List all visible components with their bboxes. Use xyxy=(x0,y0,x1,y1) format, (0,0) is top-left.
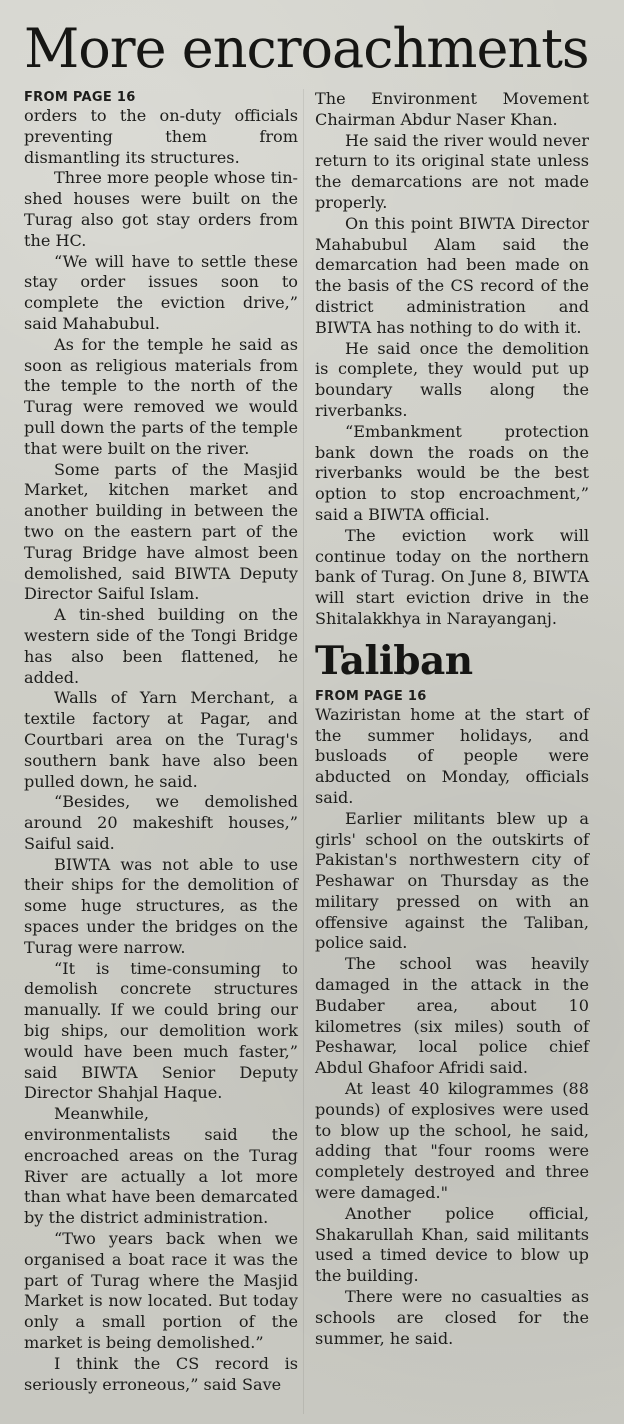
paragraph: The school was heavily damaged in the attack in the Budaber area, about 10 kilometres (six miles) south of Peshawar, local police chief Abdul Ghafoor Afridi said. xyxy=(315,954,589,1078)
right-column xyxy=(315,89,589,1349)
paragraph: Earlier militants blew up a girls' school on the outskirts of Pakistan's northwestern city of Peshawar on Thursday as the military pressed on with an offensive against the Taliban, police said. xyxy=(315,808,589,953)
column-gutter xyxy=(303,89,304,1414)
paragraph: Meanwhile, environmentalists said the encroached areas on the Turag River are actually a lot more than what have been demarcated by the district administration. xyxy=(24,1104,298,1228)
paragraph: As for the temple he said as soon as religious materials from the temple to the north of the Turag were removed we would pull down the parts of the temple that were built on the river. xyxy=(24,334,298,458)
paragraph: The Environment Movement Chairman Abdur Naser Khan. xyxy=(315,89,589,129)
paragraph: “We will have to settle these stay order issues soon to complete the eviction drive,” said Mahabubul. xyxy=(24,251,298,333)
paragraph: “Besides, we demolished around 20 makeshift houses,” Saiful said. xyxy=(24,792,298,853)
paragraph: A tin-shed building on the western side of the Tongi Bridge has also been flattened, he added. xyxy=(24,605,298,687)
paragraph: The eviction work will continue today on the northern bank of Turag. On June 8, BIWTA will start eviction drive in the Shitalakkhya in Narayanganj. xyxy=(315,525,589,628)
paragraph: Waziristan home at the start of the summer holidays, and busloads of people were abducted on Monday, officials said. xyxy=(315,704,589,807)
article-headline: More encroachments xyxy=(24,17,589,80)
paragraph: “It is time-consuming to demolish concrete structures manually. If we could bring our big ships, our demolition work would have been much faster,” said BIWTA Senior Deputy Director Shahjal Haque. xyxy=(24,958,298,1103)
paragraph: Some parts of the Masjid Market, kitchen market and another building in between the two on the eastern part of the Turag Bridge have almost been demolished, said BIWTA Deputy Director Saiful Islam. xyxy=(24,459,298,604)
paragraph: On this point BIWTA Director Mahabubul Alam said the demarcation had been made on the basis of the CS record of the district administration and BIWTA has nothing to do with it. xyxy=(315,213,589,337)
paragraph: Another police official, Shakarullah Khan, said militants used a timed device to blow up the building. xyxy=(315,1203,589,1286)
paragraph: BIWTA was not able to use their ships for the demolition of some huge structures, as the spaces under the bridges on the Turag were narrow. xyxy=(24,854,298,957)
paragraph: orders to the on-duty officials preventing them from dismantling its structures. xyxy=(24,106,298,167)
second-continuation-kicker: FROM PAGE 16 xyxy=(315,688,427,704)
paragraph: There were no casualties as schools are closed for the summer, he said. xyxy=(315,1287,589,1348)
paragraph: “Embankment protection bank down the roads on the riverbanks would be the best option to stop encroachment,” said a BIWTA official. xyxy=(315,421,589,524)
left-column xyxy=(24,89,298,1395)
paragraph: He said once the demolition is complete, they would put up boundary walls along the riverbanks. xyxy=(315,338,589,420)
paragraph: “Two years back when we organised a boat race it was the part of Turag where the Masjid Market is now located. But today only a small portion of the market is being demolished.” xyxy=(24,1229,298,1353)
continuation-kicker: FROM PAGE 16 xyxy=(24,90,136,105)
second-article-headline: Taliban xyxy=(315,637,473,684)
paragraph: Three more people whose tin-shed houses were built on the Turag also got stay orders from the HC. xyxy=(24,168,298,250)
paragraph: I think the CS record is seriously erroneous,” said Save xyxy=(24,1353,298,1394)
paragraph: At least 40 kilogrammes (88 pounds) of explosives were used to blow up the school, he said, adding that "four rooms were completely destroyed and three were damaged." xyxy=(315,1079,589,1203)
paragraph: Walls of Yarn Merchant, a textile factory at Pagar, and Courtbari area on the Turag's southern bank have also been pulled down, he said. xyxy=(24,688,298,791)
paragraph: He said the river would never return to its original state unless the demarcations are not made properly. xyxy=(315,130,589,212)
